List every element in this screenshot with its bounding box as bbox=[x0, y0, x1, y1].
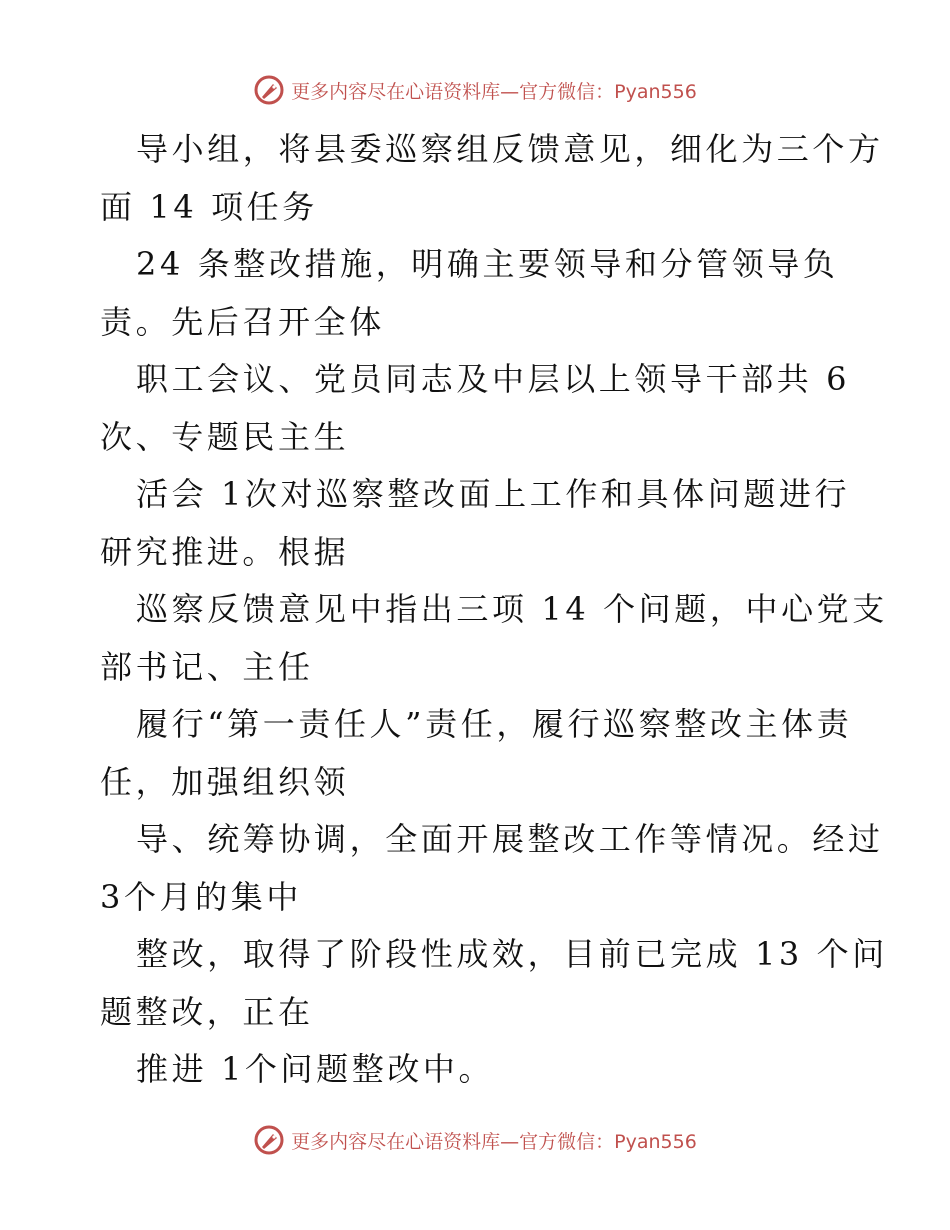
body-line: 推进 1个问题整改中。 bbox=[136, 1050, 495, 1088]
document-body bbox=[100, 121, 888, 1099]
pen-nib-logo-icon bbox=[253, 1124, 285, 1156]
header-banner-text: 更多内容尽在心语资料库—官方微信：Pyan556 bbox=[291, 80, 697, 103]
header-banner bbox=[0, 70, 950, 110]
body-line: 24 条整改措施，明确主要领导和分管领导负 bbox=[136, 245, 839, 283]
pen-nib-logo-icon bbox=[253, 74, 285, 106]
body-line: 面 14 项任务 bbox=[100, 187, 318, 226]
body-line: 题整改，正在 bbox=[100, 992, 314, 1031]
footer-banner-text: 更多内容尽在心语资料库—官方微信：Pyan556 bbox=[291, 1130, 697, 1153]
body-line: 整改，取得了阶段性成效，目前已完成 13 个问 bbox=[136, 935, 888, 973]
body-line: 3个月的集中 bbox=[100, 877, 302, 916]
body-line: 次、专题民主生 bbox=[100, 417, 350, 456]
body-line: 任，加强组织领 bbox=[100, 762, 350, 801]
body-line: 履行“第一责任人”责任，履行巡察整改主体责 bbox=[136, 705, 853, 743]
body-line: 责。先后召开全体 bbox=[100, 302, 385, 341]
body-line: 职工会议、党员同志及中层以上领导干部共 6 bbox=[136, 360, 851, 398]
footer-banner bbox=[0, 1120, 950, 1160]
body-line: 导、统筹协调，全面开展整改工作等情况。经过 bbox=[136, 820, 884, 858]
body-line: 研究推进。根据 bbox=[100, 532, 350, 571]
body-line: 巡察反馈意见中指出三项 14 个问题，中心党支 bbox=[136, 590, 888, 628]
body-line: 活会 1次对巡察整改面上工作和具体问题进行 bbox=[136, 475, 851, 513]
body-line: 导小组，将县委巡察组反馈意见，细化为三个方 bbox=[136, 130, 884, 168]
body-line: 部书记、主任 bbox=[100, 647, 314, 686]
